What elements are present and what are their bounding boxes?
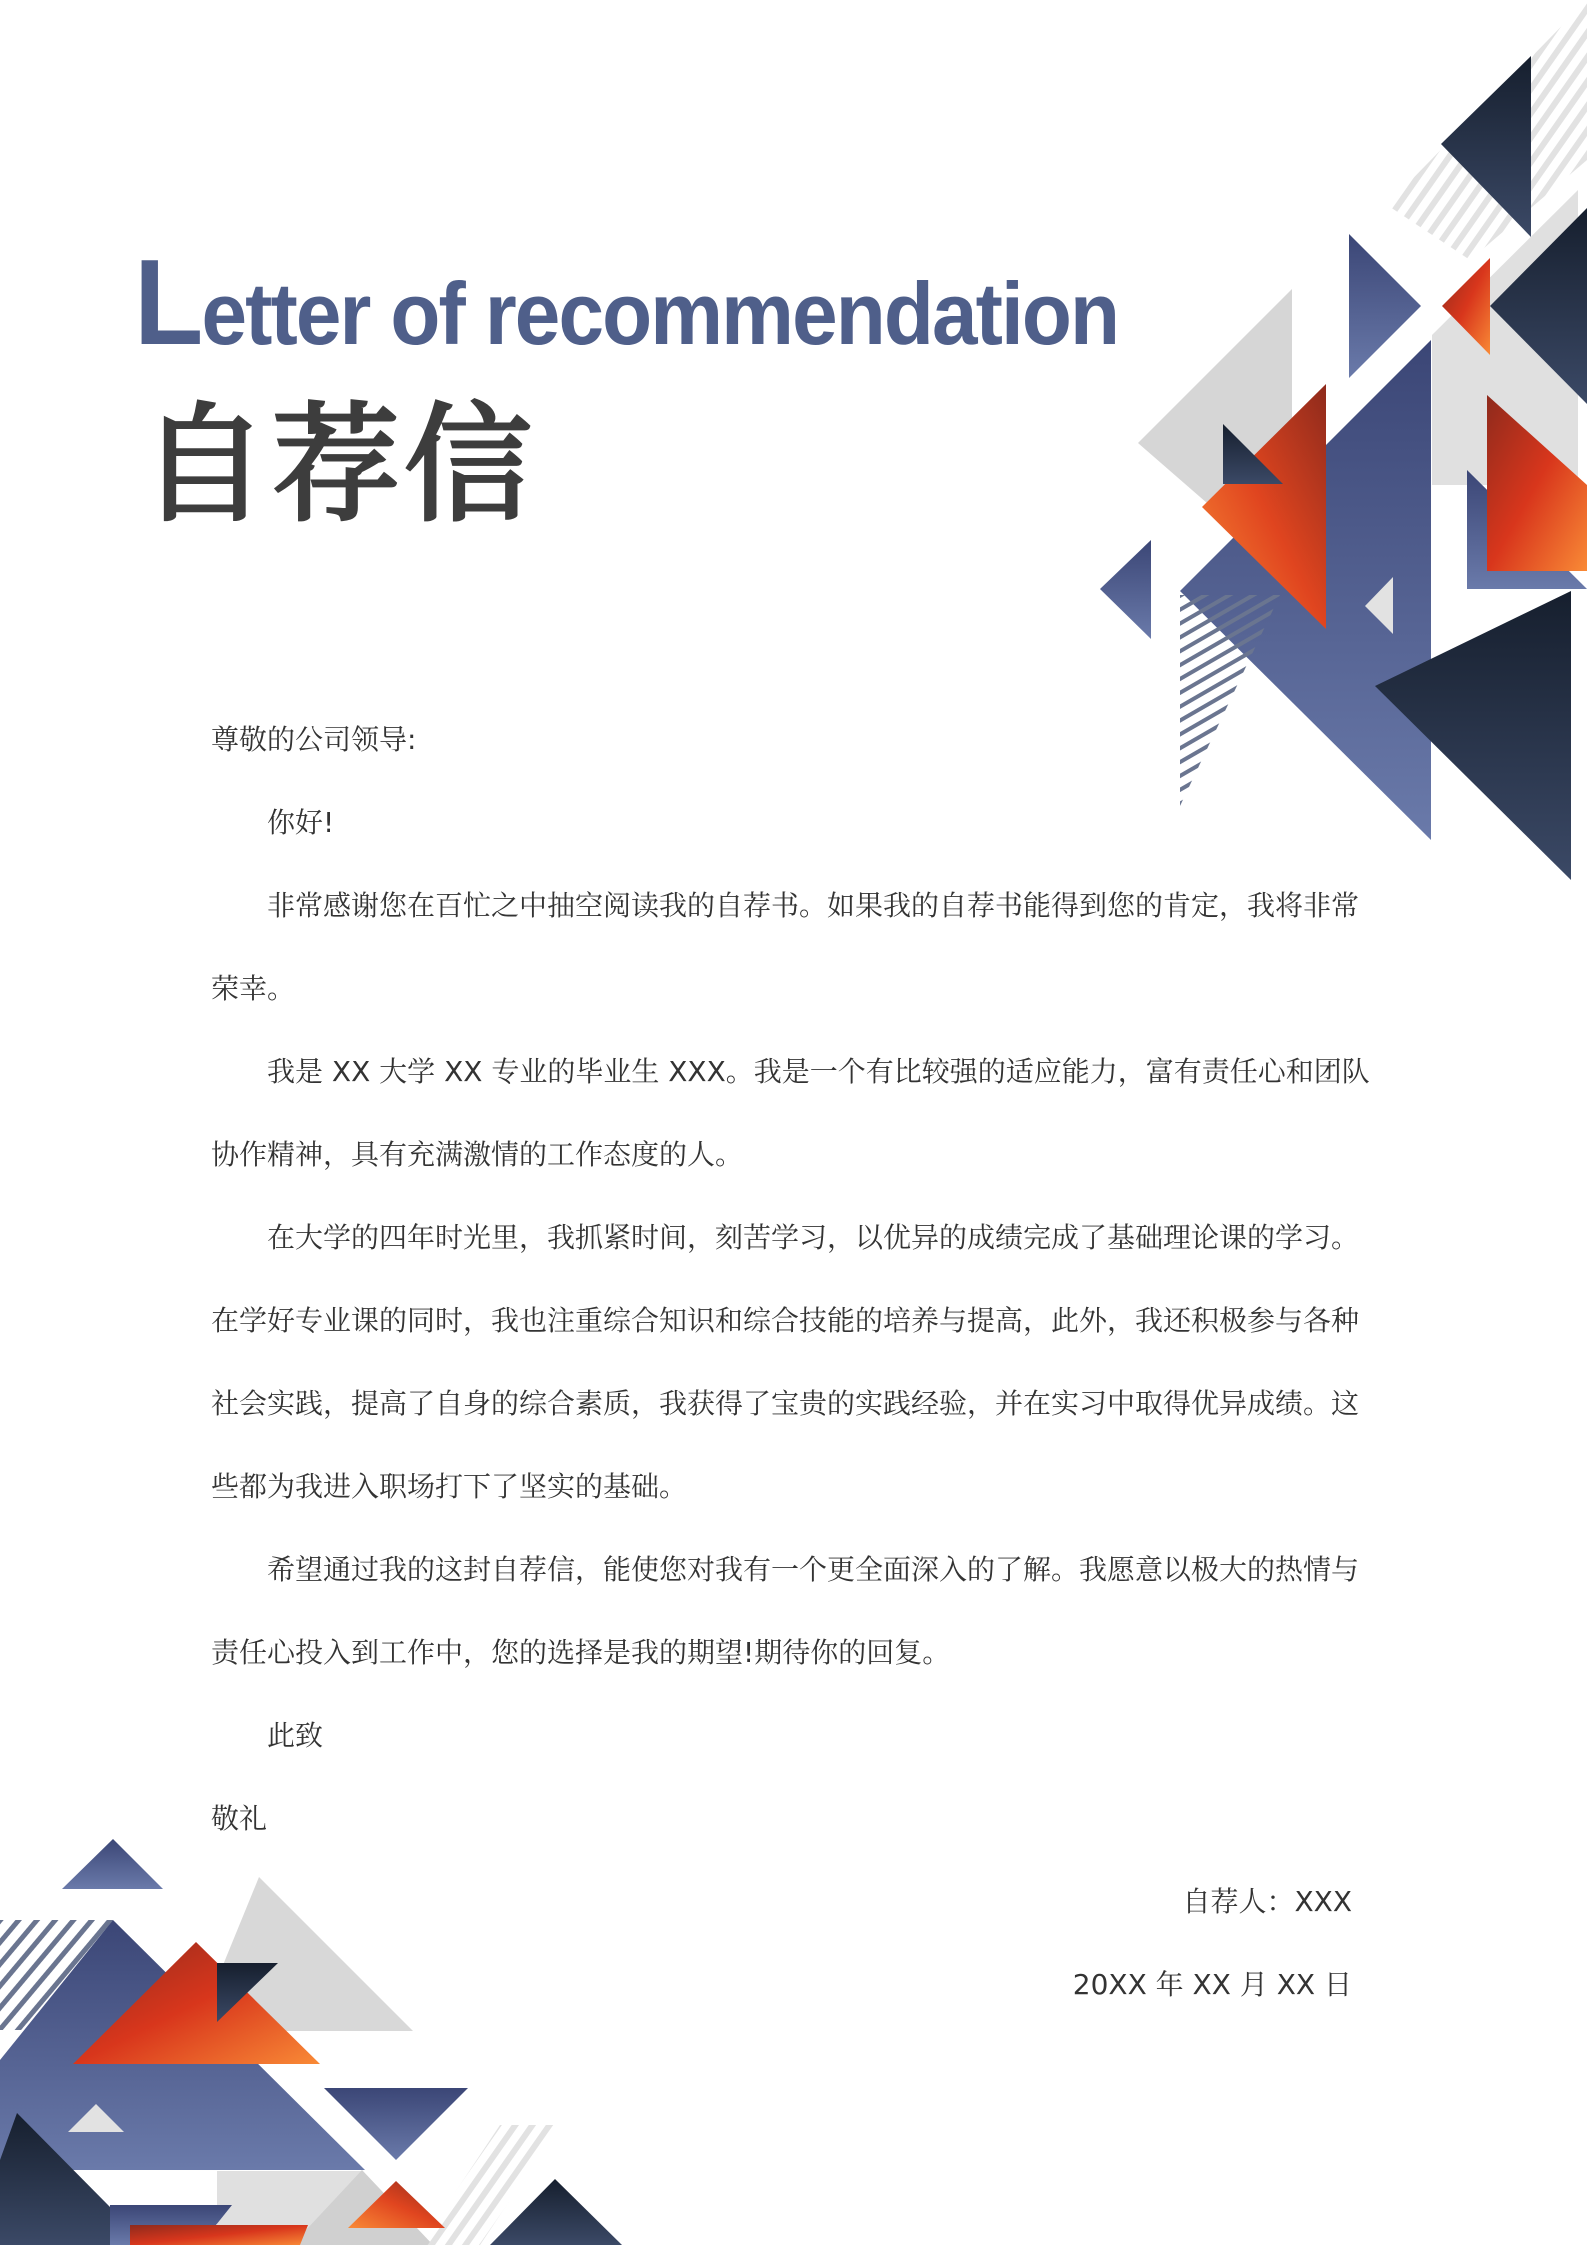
salutation: 尊敬的公司领导: [211, 723, 417, 756]
closing-2: 敬礼 [211, 1802, 268, 1835]
paragraph-line: 在学好专业课的同时，我也注重综合知识和综合技能的培养与提高，此外，我还积极参与各种 [211, 1304, 1360, 1337]
paragraph-line: 我是 XX 大学 XX 专业的毕业生 XXX。我是一个有比较强的适应能力，富有责任心和团队 [267, 1055, 1370, 1088]
paragraph-line: 些都为我进入职场打下了坚实的基础。 [211, 1470, 688, 1503]
signature: 自荐人：XXX [1182, 1885, 1352, 1918]
title-rest: etter of recommendation [201, 264, 1119, 363]
paragraph-line: 在大学的四年时光里，我抓紧时间，刻苦学习，以优异的成绩完成了基础理论课的学习。 [267, 1221, 1360, 1254]
closing-1: 此致 [267, 1719, 324, 1752]
title-english [134, 232, 1118, 372]
paragraph-line: 社会实践，提高了自身的综合素质，我获得了宝贵的实践经验，并在实习中取得优异成绩。这 [211, 1387, 1360, 1420]
paragraph-line: 非常感谢您在百忙之中抽空阅读我的自荐书。如果我的自荐书能得到您的肯定，我将非常 [267, 889, 1360, 922]
letter-body [211, 718, 1370, 2046]
paragraph-line: 协作精神，具有充满激情的工作态度的人。 [211, 1138, 744, 1171]
title-chinese: 自荐信 [140, 391, 537, 540]
paragraph-line: 荣幸。 [211, 972, 296, 1005]
date: 20XX 年 XX 月 XX 日 [1072, 1968, 1352, 2001]
paragraph-line: 责任心投入到工作中，您的选择是我的期望!期待你的回复。 [211, 1636, 951, 1669]
title-initial: L [134, 234, 202, 370]
paragraph-line: 希望通过我的这封自荐信，能使您对我有一个更全面深入的了解。我愿意以极大的热情与 [267, 1553, 1360, 1586]
greeting: 你好! [267, 806, 335, 839]
